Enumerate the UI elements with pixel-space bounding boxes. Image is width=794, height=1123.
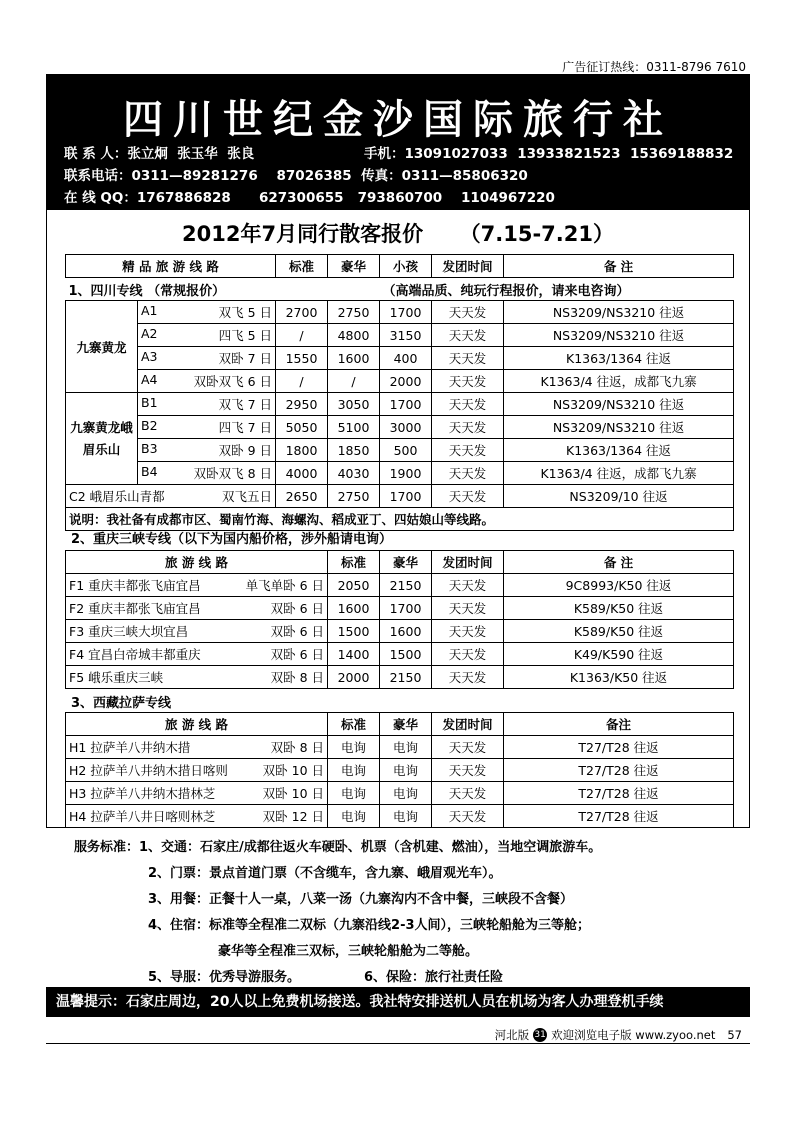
- price-standard: 1800: [276, 439, 328, 462]
- price-luxury: 1850: [328, 439, 380, 462]
- route-name: F5 峨乐重庆三峡: [69, 670, 164, 685]
- table-row: [66, 439, 734, 462]
- route-note: K1363/4 往返，成都飞九寨: [504, 370, 734, 393]
- route-days: 双卧 8 日: [270, 740, 324, 755]
- company-name: 四川世纪金沙国际旅行社: [123, 96, 673, 143]
- col-depart: 发团时间: [432, 255, 504, 278]
- depart-time: 天天发: [432, 805, 504, 828]
- phone-fax: 联系电话：0311—89281276 87026385 传真：0311—85806320: [64, 168, 528, 184]
- route-days: 四飞 7 日: [218, 420, 273, 435]
- route-note: NS3209/NS3210 往返: [504, 324, 734, 347]
- price-standard: /: [276, 324, 328, 347]
- service-lodging-luxury: 豪华等全程准三双标，三峡轮船舱为二等舱。: [218, 944, 479, 959]
- table-row: [66, 805, 734, 828]
- route-name: F2 重庆丰都张飞庙宜昌: [69, 601, 201, 616]
- service-meals: 3、用餐：正餐十人一桌，八菜一汤（九寨沟内不含中餐，三峡段不含餐）: [148, 892, 574, 907]
- route-days: 双飞 7 日: [218, 397, 273, 412]
- col-luxury: 豪华: [328, 255, 380, 278]
- route-days: 双卧双飞 8 日: [193, 466, 273, 481]
- price-standard: 4000: [276, 462, 328, 485]
- col-depart: 发团时间: [432, 551, 504, 574]
- table-row: [66, 416, 734, 439]
- route-name: F4 宜昌白帝城丰都重庆: [69, 647, 201, 662]
- depart-time: 天天发: [432, 620, 504, 643]
- col-note: 备 注: [504, 551, 734, 574]
- price-standard: 电询: [328, 736, 380, 759]
- price-luxury: 电询: [380, 782, 432, 805]
- route-note: K1363/1364 往返: [504, 439, 734, 462]
- section-title-chongqing: 2、重庆三峡专线（以下为国内船价格，涉外船请电询）: [71, 532, 393, 547]
- mobile-numbers: 手机：13091027033 13933821523 15369188832: [364, 146, 734, 162]
- price-luxury: /: [328, 370, 380, 393]
- section-title-tibet: 3、西藏拉萨专线: [71, 696, 172, 711]
- route-note: 9C8993/K50 往返: [504, 574, 734, 597]
- table-row: [66, 347, 734, 370]
- route-code: B1: [141, 395, 158, 410]
- route-days: 双卧双飞 6 日: [193, 374, 273, 389]
- sichuan-table: [65, 254, 734, 531]
- route-days: 四飞 5 日: [218, 328, 273, 343]
- table-row: [66, 462, 734, 485]
- price-luxury: 1500: [380, 643, 432, 666]
- price-luxury: 1600: [380, 620, 432, 643]
- service-guide: 5、导服：优秀导游服务。: [148, 970, 301, 985]
- price-standard: 5050: [276, 416, 328, 439]
- col-standard: 标准: [328, 713, 380, 736]
- price-luxury: 2150: [380, 666, 432, 689]
- depart-time: 天天发: [432, 439, 504, 462]
- route-note: NS3209/NS3210 往返: [504, 416, 734, 439]
- route-code: C2 峨眉乐山青都: [69, 489, 165, 504]
- price-child: 1700: [380, 485, 432, 508]
- price-child: 1900: [380, 462, 432, 485]
- col-route: 旅 游 线 路: [66, 713, 328, 736]
- table-row: [66, 643, 734, 666]
- price-standard: 2000: [328, 666, 380, 689]
- route-code: B3: [141, 441, 158, 456]
- price-child: 2000: [380, 370, 432, 393]
- route-note: NS3209/NS3210 往返: [504, 301, 734, 324]
- route-note: NS3209/NS3210 往返: [504, 393, 734, 416]
- footer-divider: [46, 1043, 750, 1044]
- table-row: [66, 782, 734, 805]
- tibet-table: [65, 712, 734, 828]
- service-tickets: 2、门票：景点首道门票（不含缆车，含九寨、峨眉观光车）。: [148, 866, 502, 881]
- price-luxury: 4800: [328, 324, 380, 347]
- price-standard: 2050: [328, 574, 380, 597]
- page-footer: [495, 1027, 742, 1043]
- route-name: H2 拉萨羊八井纳木措日喀则: [69, 763, 228, 778]
- price-standard: 2650: [276, 485, 328, 508]
- price-child: 1700: [380, 393, 432, 416]
- route-days: 双卧 9 日: [218, 443, 273, 458]
- depart-time: 天天发: [432, 597, 504, 620]
- route-code: A3: [141, 349, 158, 364]
- service-transport: 服务标准：1、交通：石家庄/成都往返火车硬卧、机票（含机建、燃油），当地空调旅游车。: [74, 840, 602, 855]
- price-child: 1700: [380, 301, 432, 324]
- depart-time: 天天发: [432, 347, 504, 370]
- price-child: 500: [380, 439, 432, 462]
- price-board: [46, 210, 750, 828]
- depart-time: 天天发: [432, 324, 504, 347]
- route-days: 双卧 6 日: [270, 601, 324, 616]
- price-luxury: 5100: [328, 416, 380, 439]
- page-number: 57: [727, 1028, 742, 1042]
- depart-time: 天天发: [432, 782, 504, 805]
- price-standard: 1500: [328, 620, 380, 643]
- table-header-row: [66, 255, 734, 278]
- route-days: 双卧 6 日: [270, 647, 324, 662]
- col-luxury: 豪华: [380, 713, 432, 736]
- price-luxury: 1600: [328, 347, 380, 370]
- route-days: 双卧 10 日: [262, 763, 324, 778]
- depart-time: 天天发: [432, 643, 504, 666]
- route-code: A1: [141, 303, 158, 318]
- price-standard: 1400: [328, 643, 380, 666]
- price-standard: 1550: [276, 347, 328, 370]
- qq-numbers: 在 线 QQ：1767886828 627300655 793860700 1104967220: [64, 190, 555, 206]
- section-title-sichuan: 1、四川专线 （常规报价）: [66, 278, 380, 301]
- route-days: 双卧 7 日: [218, 351, 273, 366]
- section-note-sichuan: （高端品质、纯玩行程报价，请来电咨询）: [380, 278, 734, 301]
- col-child: 小孩: [380, 255, 432, 278]
- route-note: K589/K50 往返: [504, 620, 734, 643]
- route-note: K1363/1364 往返: [504, 347, 734, 370]
- sichuan-remark: 说明：我社备有成都市区、蜀南竹海、海螺沟、稻成亚丁、四姑娘山等线路。: [66, 508, 734, 531]
- table-row: [66, 574, 734, 597]
- route-code: B2: [141, 418, 158, 433]
- price-standard: 电询: [328, 759, 380, 782]
- col-route: 旅 游 线 路: [66, 551, 328, 574]
- depart-time: 天天发: [432, 666, 504, 689]
- depart-time: 天天发: [432, 301, 504, 324]
- price-standard: 2950: [276, 393, 328, 416]
- price-luxury: 2750: [328, 485, 380, 508]
- price-child: 3000: [380, 416, 432, 439]
- contact-persons: 联 系 人：张立炯 张玉华 张良: [64, 146, 255, 162]
- route-note: NS3209/10 往返: [504, 485, 734, 508]
- depart-time: 天天发: [432, 759, 504, 782]
- depart-time: 天天发: [432, 574, 504, 597]
- group-jiuzhai-huanglong: 九寨黄龙: [66, 301, 138, 393]
- col-standard: 标准: [328, 551, 380, 574]
- route-note: T27/T28 往返: [504, 805, 734, 828]
- col-luxury: 豪华: [380, 551, 432, 574]
- route-days: 单飞单卧 6 日: [245, 578, 324, 593]
- route-days: 双飞五日: [222, 489, 273, 504]
- depart-time: 天天发: [432, 416, 504, 439]
- col-route: 精 品 旅 游 线 路: [66, 255, 276, 278]
- price-luxury: 电询: [380, 736, 432, 759]
- depart-time: 天天发: [432, 462, 504, 485]
- route-code: A4: [141, 372, 158, 387]
- depart-time: 天天发: [432, 485, 504, 508]
- route-name: H4 拉萨羊八井日喀则林芝: [69, 809, 216, 824]
- route-code: A2: [141, 326, 158, 341]
- table-row: [66, 620, 734, 643]
- price-luxury: 2750: [328, 301, 380, 324]
- warm-tip-banner: 温馨提示：石家庄周边，20人以上免费机场接送。我社特安排送机人员在机场为客人办理登机手续: [46, 987, 750, 1017]
- price-standard: 1600: [328, 597, 380, 620]
- route-days: 双卧 12 日: [262, 809, 324, 824]
- service-lodging: 4、住宿：标准等全程准二双标（九寨沿线2-3人间），三峡轮船舱为三等舱；: [148, 918, 591, 933]
- depart-time: 天天发: [432, 736, 504, 759]
- route-days: 双飞 5 日: [218, 305, 273, 320]
- table-row: [66, 736, 734, 759]
- table-row: [66, 324, 734, 347]
- col-standard: 标准: [276, 255, 328, 278]
- table-row: [66, 666, 734, 689]
- route-name: F3 重庆三峡大坝宜昌: [69, 624, 189, 639]
- table-header-row: [66, 551, 734, 574]
- table-row: [66, 393, 734, 416]
- route-note: K1363/4 往返，成都飞九寨: [504, 462, 734, 485]
- price-luxury: 3050: [328, 393, 380, 416]
- price-standard: 电询: [328, 782, 380, 805]
- price-child: 3150: [380, 324, 432, 347]
- col-note: 备注: [504, 713, 734, 736]
- group-jiuzhai-emei: 九寨黄龙峨眉乐山: [66, 393, 138, 485]
- route-name: F1 重庆丰都张飞庙宜昌: [69, 578, 201, 593]
- service-insurance: 6、保险：旅行社责任险: [364, 970, 504, 985]
- table-row: [66, 301, 734, 324]
- route-name: H1 拉萨羊八井纳木措: [69, 740, 191, 755]
- table-row: [66, 485, 734, 508]
- table-header-row: [66, 713, 734, 736]
- edition-badge-icon: 31: [534, 1030, 546, 1040]
- ad-hotline: 广告征订热线：0311-8796 7610: [562, 60, 746, 74]
- website-link[interactable]: 欢迎浏览电子版 www.zyoo.net: [551, 1028, 716, 1042]
- route-note: T27/T28 往返: [504, 782, 734, 805]
- route-name: H3 拉萨羊八井纳木措林芝: [69, 786, 216, 801]
- table-row: [66, 759, 734, 782]
- price-luxury: 电询: [380, 759, 432, 782]
- route-days: 双卧 8 日: [270, 670, 324, 685]
- page-title: 2012年7月同行散客报价 （7.15-7.21）: [182, 222, 614, 246]
- depart-time: 天天发: [432, 393, 504, 416]
- route-note: K49/K590 往返: [504, 643, 734, 666]
- route-note: K589/K50 往返: [504, 597, 734, 620]
- agency-header: [46, 74, 750, 210]
- price-standard: /: [276, 370, 328, 393]
- route-note: T27/T28 往返: [504, 736, 734, 759]
- chongqing-table: [65, 550, 734, 689]
- route-days: 双卧 6 日: [270, 624, 324, 639]
- price-standard: 2700: [276, 301, 328, 324]
- table-row: [66, 597, 734, 620]
- section-row: [66, 278, 734, 301]
- price-luxury: 2150: [380, 574, 432, 597]
- col-depart: 发团时间: [432, 713, 504, 736]
- route-days: 双卧 10 日: [262, 786, 324, 801]
- price-luxury: 4030: [328, 462, 380, 485]
- price-luxury: 电询: [380, 805, 432, 828]
- edition-label: 河北版: [494, 1028, 530, 1042]
- table-row: [66, 370, 734, 393]
- price-child: 400: [380, 347, 432, 370]
- price-standard: 电询: [328, 805, 380, 828]
- route-note: K1363/K50 往返: [504, 666, 734, 689]
- route-code: B4: [141, 464, 158, 479]
- price-luxury: 1700: [380, 597, 432, 620]
- col-note: 备 注: [504, 255, 734, 278]
- depart-time: 天天发: [432, 370, 504, 393]
- route-note: T27/T28 往返: [504, 759, 734, 782]
